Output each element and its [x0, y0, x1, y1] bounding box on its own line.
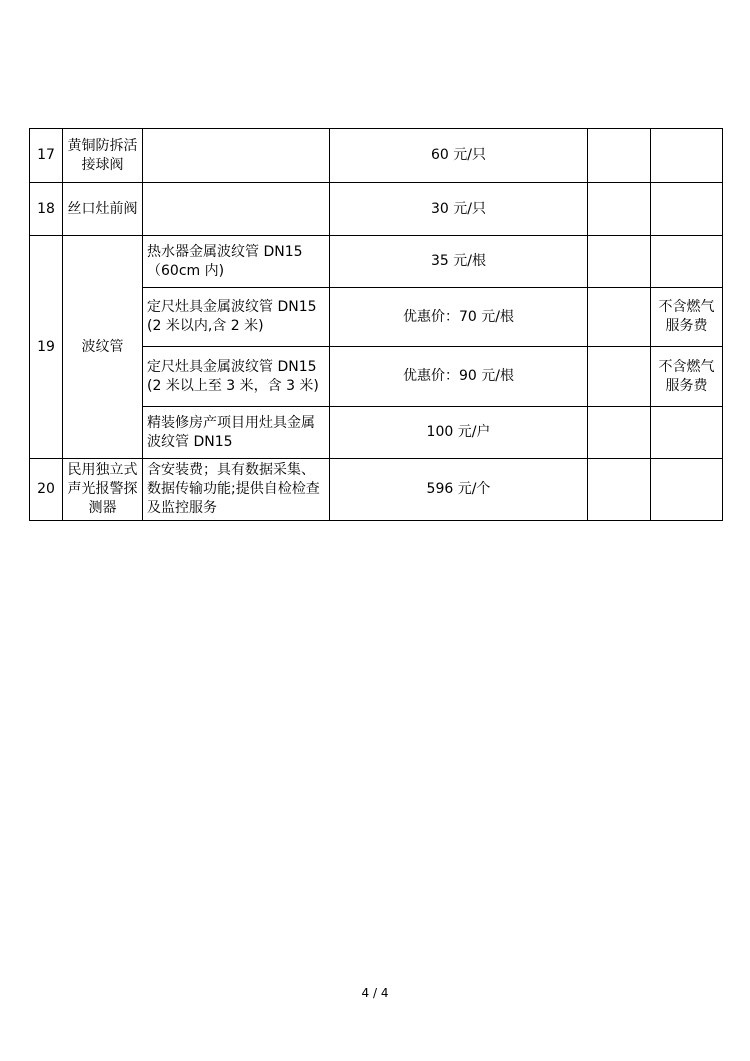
- item-name-cell: 黄铜防拆活接球阀: [63, 129, 143, 183]
- spec-cell: 定尺灶具金属波纹管 DN15(2 米以上至 3 米，含 3 米): [143, 347, 330, 407]
- table-row: [30, 129, 723, 183]
- spec-cell: 定尺灶具金属波纹管 DN15(2 米以内,含 2 米): [143, 288, 330, 347]
- blank-cell: [588, 236, 651, 288]
- table-row: [30, 183, 723, 236]
- note-cell: [651, 183, 723, 236]
- price-cell: 35 元/根: [330, 236, 588, 288]
- price-table: [29, 128, 723, 521]
- spec-cell: 精装修房产项目用灶具金属波纹管 DN15: [143, 407, 330, 459]
- row-number-cell: 19: [30, 236, 63, 459]
- row-number-cell: 20: [30, 459, 63, 521]
- page-number: 4 / 4: [361, 986, 389, 1000]
- price-cell: 优惠价：70 元/根: [330, 288, 588, 347]
- item-name-cell: 丝口灶前阀: [63, 183, 143, 236]
- table-row: [30, 236, 723, 288]
- row-number-cell: 17: [30, 129, 63, 183]
- blank-cell: [588, 407, 651, 459]
- note-cell: 不含燃气服务费: [651, 288, 723, 347]
- price-cell: 30 元/只: [330, 183, 588, 236]
- note-cell: [651, 459, 723, 521]
- price-cell: 60 元/只: [330, 129, 588, 183]
- price-cell: 优惠价：90 元/根: [330, 347, 588, 407]
- spec-cell: 热水器金属波纹管 DN15（60cm 内): [143, 236, 330, 288]
- item-name-cell: 民用独立式声光报警探测器: [63, 459, 143, 521]
- table-row: [30, 459, 723, 521]
- note-cell: [651, 236, 723, 288]
- spec-cell: [143, 183, 330, 236]
- blank-cell: [588, 288, 651, 347]
- note-cell: 不含燃气服务费: [651, 347, 723, 407]
- blank-cell: [588, 459, 651, 521]
- blank-cell: [588, 183, 651, 236]
- row-number-cell: 18: [30, 183, 63, 236]
- price-cell: 596 元/个: [330, 459, 588, 521]
- spec-cell: [143, 129, 330, 183]
- blank-cell: [588, 347, 651, 407]
- note-cell: [651, 407, 723, 459]
- item-name-cell: 波纹管: [63, 236, 143, 459]
- note-cell: [651, 129, 723, 183]
- blank-cell: [588, 129, 651, 183]
- price-cell: 100 元/户: [330, 407, 588, 459]
- spec-cell: 含安装费；具有数据采集、数据传输功能;提供自检检查及监控服务: [143, 459, 330, 521]
